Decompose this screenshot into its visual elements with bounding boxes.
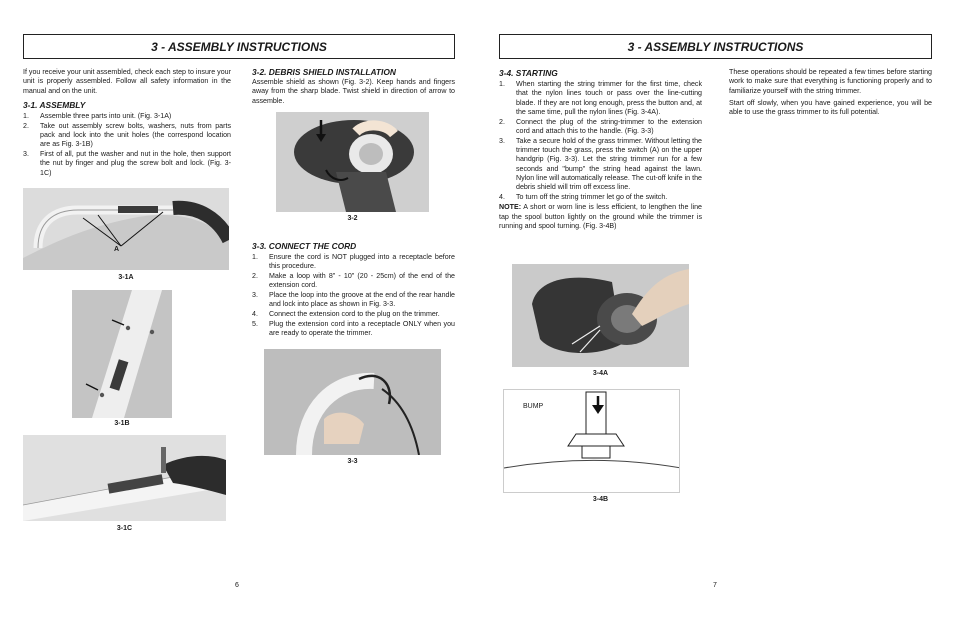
starting-title: 3-4. STARTING: [499, 68, 558, 78]
debris-shield-title: 3-2. DEBRIS SHIELD INSTALLATION: [252, 67, 396, 77]
assembly-list: [23, 112, 231, 179]
note-label: NOTE:: [499, 203, 522, 212]
list-item: [23, 150, 231, 178]
starting-list: [499, 80, 702, 234]
intro-text: If you receive your unit assembled, check each step to insure your unit is properly assembled. Follow all safety information in the manual and on the unit.: [23, 68, 231, 95]
figure-3-4b-image: [503, 389, 680, 493]
intro-paragraph: [23, 68, 231, 99]
item-number: 3.: [23, 150, 29, 159]
page-number-left: 6: [235, 582, 239, 589]
page-number-right: 7: [713, 582, 717, 589]
figure-3-2-image: [276, 112, 429, 212]
note-text: A short or worn line is less efficient, to lengthen the line tap the spool button lightly on the ground while the trimmer is running and spool turning. (Fig. 3-4B): [499, 203, 702, 230]
figure-3-1a-caption: 3-1A: [118, 274, 134, 281]
figure-3-3-caption: 3-3: [347, 458, 358, 465]
item-text: Connect the extension cord to the plug on the trimmer.: [269, 310, 440, 319]
item-number: 5.: [252, 320, 258, 329]
right-header-text: 3 - ASSEMBLY INSTRUCTIONS: [627, 39, 804, 54]
item-text: Make a loop with 8" - 10" (20 - 25cm) of the end of the extension cord.: [269, 272, 455, 290]
item-text: Take out assembly screw bolts, washers, nuts from parts pack and lock into the unit holes (the correspond location are as Fig. 3-1B): [40, 121, 231, 149]
figure-3-1a-image: [23, 188, 229, 270]
connect-cord-title: 3-3. CONNECT THE CORD: [252, 241, 357, 251]
figure-3-4a-caption: 3-4A: [592, 370, 609, 377]
list-item: [499, 80, 702, 117]
item-number: 1.: [499, 80, 505, 88]
list-item: [252, 272, 455, 291]
list-item: [252, 291, 455, 310]
item-text: Assemble three parts into unit. (Fig. 3-1A): [40, 112, 172, 120]
item-number: 1.: [252, 253, 258, 261]
item-number: 4.: [252, 310, 258, 319]
figure-3-4a-image: [512, 264, 689, 367]
connect-cord-list: [252, 253, 455, 339]
figure-3-4b-caption: 3-4B: [592, 496, 609, 503]
list-item: [252, 253, 455, 272]
list-item: [252, 310, 455, 319]
item-number: 3.: [499, 136, 505, 145]
debris-shield-paragraph: Assemble shield as shown (Fig. 3-2). Keep hands and fingers away from the sharp blade. Twist shield in direction of arrow to assemble.: [252, 78, 455, 105]
figure-3-2-caption: 3-2: [347, 215, 358, 222]
list-item: [252, 320, 455, 339]
item-text: To turn off the string trimmer let go of the switch.: [516, 193, 668, 202]
list-item: [499, 118, 702, 137]
list-item: [499, 137, 702, 193]
item-text: Connect the plug of the string-trimmer to the extension cord and attach this to the handle. (Fig. 3-3): [516, 117, 702, 135]
item-number: 2.: [252, 272, 258, 281]
figure-3-1b-caption: 3-1B: [114, 420, 130, 427]
note-paragraph: [499, 203, 702, 231]
item-number: 2.: [23, 121, 29, 130]
item-text: Place the loop into the groove at the end of the rear handle and lock into place as shown in Fig. 3-3.: [269, 291, 455, 309]
figure-3-1c-caption: 3-1C: [116, 525, 133, 532]
item-text: Ensure the cord is NOT plugged into a receptacle before this procedure.: [269, 253, 455, 271]
item-text: First of all, put the washer and nut in the hole, then support the nut by finger and plug the screw bolt and lock. (Fig. 3-1C): [40, 150, 231, 177]
operations-paragraph-2: Start off slowly, when you have gained experience, you will be able to use the grass trimmer to its full potential.: [729, 98, 932, 117]
item-text: Take a secure hold of the grass trimmer. Without letting the trimmer touch the grass, press the switch (A) on the upper handgrip (Fig. 3-3). Let the string trimmer run for a few seconds and "bump" the string head against the lawn. Nylon line will automatically release. The cut-off knife in the debris shield will trim off excess line.: [516, 136, 702, 192]
item-text: When starting the string trimmer for the first time, check that the nylon lines touch or pass over the line-cutting blade. If they are not long enough, press the button and, at the same time, pull the nylon lines (Fig. 3-4A).: [516, 80, 702, 116]
item-number: 2.: [499, 117, 505, 126]
list-item: [23, 122, 231, 150]
left-page-header: [23, 34, 455, 59]
figure-3-1a-callout-a: A: [114, 246, 120, 253]
debris-shield-text: [252, 78, 455, 109]
item-text: Plug the extension cord into a receptacle ONLY when you are ready to operate the trimmer.: [269, 320, 455, 338]
assembly-title: 3-1. ASSEMBLY: [23, 100, 86, 110]
operations-paragraph-1: These operations should be repeated a few times before starting work to make sure that everything is functioning properly and to familiarize yourself with the string trimmer.: [729, 68, 932, 95]
figure-3-1b-image: [72, 290, 172, 418]
figure-3-1c-image: [23, 435, 226, 521]
item-number: 4.: [499, 193, 505, 202]
item-number: 1.: [23, 112, 29, 120]
figure-3-3-image: [264, 349, 441, 455]
list-item: [499, 193, 702, 202]
item-number: 3.: [252, 291, 258, 300]
list-item: [23, 112, 231, 121]
left-header-text: 3 - ASSEMBLY INSTRUCTIONS: [151, 39, 327, 54]
bump-label: BUMP: [523, 403, 544, 410]
right-page-header: [499, 34, 932, 59]
operations-text: [729, 68, 932, 120]
